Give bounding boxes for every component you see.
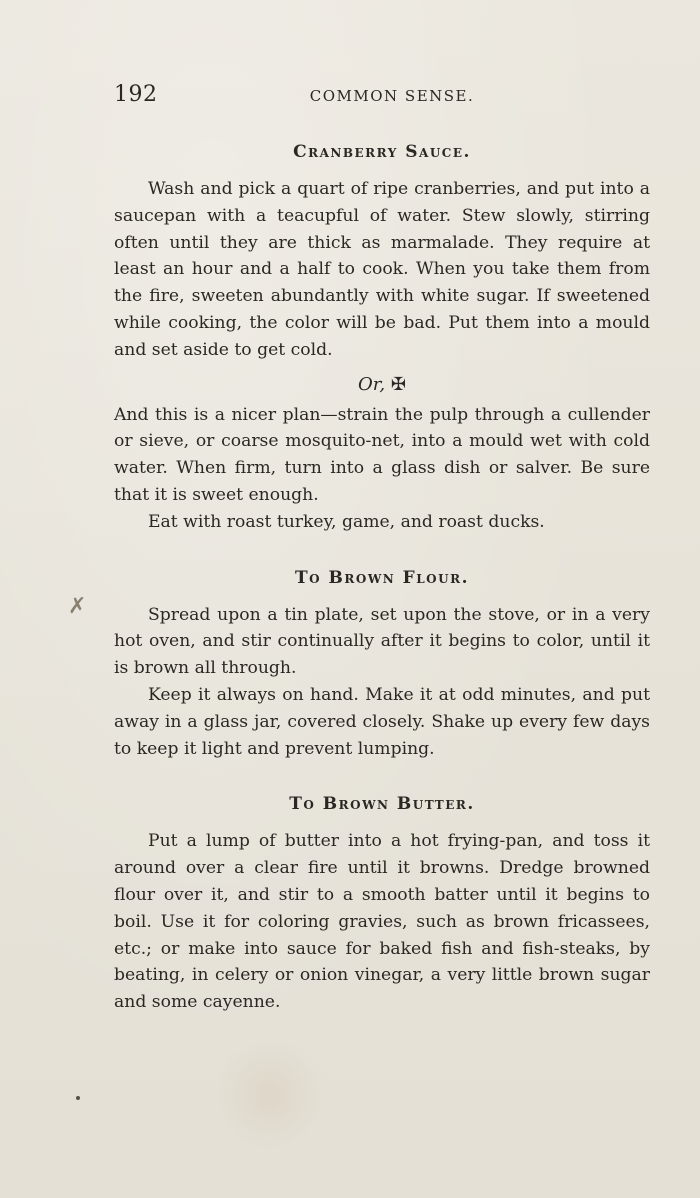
recipe-paragraph: And this is a nicer plan—strain the pulp through a cullender or sieve, or coarse mosquito-net, into a mould wet with cold water. When firm, turn into a glass dish or salver. Be sure that it is sweet enough. xyxy=(114,404,650,505)
or-text: Or, xyxy=(358,373,386,395)
recipe-paragraph: Keep it always on hand. Make it at odd minutes, and put away in a glass jar, covered closely. Shake up every few days to keep it light and prevent lumping. xyxy=(114,684,650,759)
page-number: 192 xyxy=(114,82,158,107)
paper-stain xyxy=(210,1040,330,1150)
section-title: To Brown Butter. xyxy=(289,794,475,815)
section-title: Cranberry Sauce. xyxy=(293,142,471,162)
page-content xyxy=(114,136,650,1016)
alternative-label xyxy=(114,368,650,402)
cross-icon: ✠ xyxy=(390,373,406,395)
recipe-brown-butter xyxy=(114,788,650,1016)
recipe-cranberry-sauce xyxy=(114,136,650,536)
page-header xyxy=(114,82,650,112)
recipe-paragraph: Eat with roast turkey, game, and roast ducks. xyxy=(148,511,545,532)
recipe-paragraph: Put a lump of butter into a hot frying-pan, and toss it around over a clear fire until it browns. Dredge browned flour over it, and stir to a smooth batter until it begins to boil. Use it for coloring gravies, such as brown fricassees, etc.; or make into sauce for baked fish and fish-steaks, by beating, in celery or onion vinegar, a very little brown sugar and some cayenne. xyxy=(114,831,650,1013)
recipe-brown-flour xyxy=(114,562,650,763)
pencil-mark-icon: ✗ xyxy=(68,594,87,619)
ink-dot xyxy=(76,1096,80,1100)
recipe-paragraph: Wash and pick a quart of ripe cranberries, and put into a saucepan with a teacupful of water. Stew slowly, stirring often until they are thick as marmalade. They require at least an hour and a half to cook. When you take them from the fire, sweeten abundantly with white sugar. If sweetened while cooking, the color will be bad. Put them into a mould and set aside to get cold. xyxy=(114,179,650,360)
recipe-paragraph: Spread upon a tin plate, set upon the stove, or in a very hot oven, and stir continually after it begins to color, until it is brown all through. xyxy=(114,604,650,679)
running-head: COMMON SENSE. xyxy=(309,87,475,105)
section-title: To Brown Flour. xyxy=(295,567,469,588)
